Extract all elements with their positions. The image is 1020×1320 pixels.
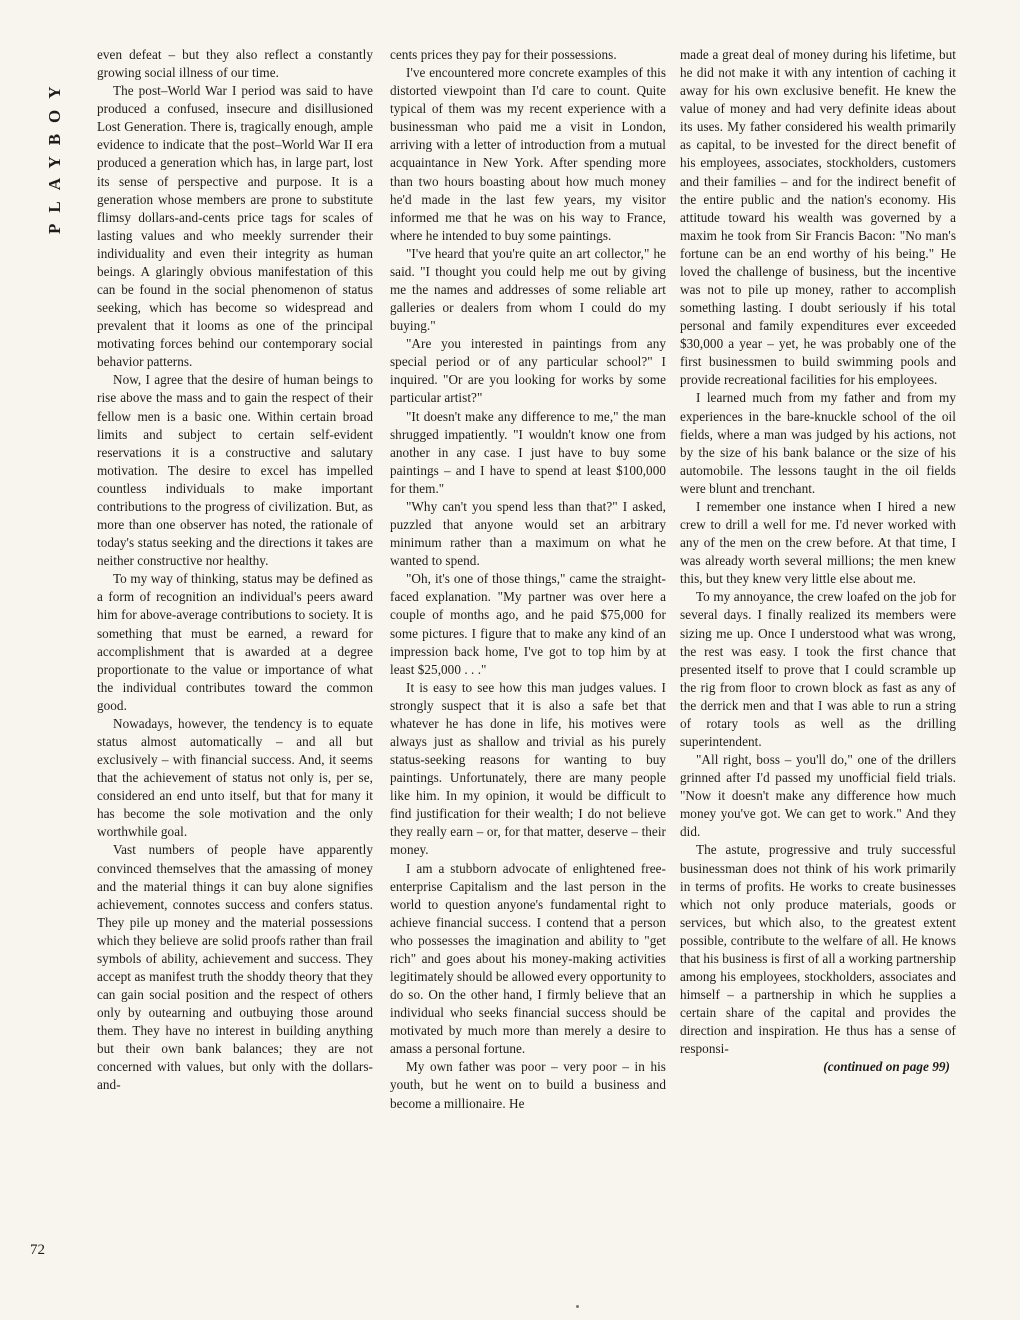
paragraph: I learned much from my father and from my experiences in the bare-knuckle school of the oil fields, where a man was judged by his actions, not by the size of his bank balance or the size of his automobile. The lessons taught in the oil fields were blunt and trenchant. bbox=[680, 390, 956, 496]
paragraph: To my annoyance, the crew loafed on the job for several days. I finally realized its members were sizing me up. Once I understood what was wrong, the rest was easy. I took the first chance that presented itself to prove that I could scramble up the rig from floor to crown block as fast as any of the derrick men and that I was able to run a string of rotary tools as well as the drilling superintendent. bbox=[680, 589, 956, 749]
paragraph: Nowadays, however, the tendency is to equate status almost automatically – and all but exclusively – with financial success. And, it seems that the achievement of status not only is, per se, considered an end unto itself, but that for many it has become the sole motivation and the only worthwhile goal. bbox=[97, 715, 373, 840]
magazine-name: PLAYBOY bbox=[45, 75, 64, 234]
paragraph: My own father was poor – very poor – in his youth, but he went on to build a business and become a millionaire. He bbox=[390, 1059, 666, 1111]
page-number: 72 bbox=[30, 1242, 45, 1258]
continued-link[interactable]: (continued on page 99) bbox=[823, 1059, 950, 1075]
paragraph: The post–World War I period was said to have produced a confused, insecure and disillusioned Lost Generation. There is, tragically enough, ample evidence to indicate that the post–World War II era produced a generation which has, in large part, lost its sense of perspective and purpose. It is a generation whose members are prone to substitute flimsy dollars-and-cents price tags for scales of lasting values and who meekly surrender their individuality and even their integrity as human beings. A glaringly obvious manifestation of this can be found in the social phenomenon of status seeking, which has become so widespread and prevalent that it looms as one of the principal motivating forces behind our contemporary social behavior patterns. bbox=[97, 83, 373, 370]
magazine-name-vertical bbox=[34, 40, 74, 240]
paragraph: even defeat – but they also reflect a constantly growing social illness of our time. bbox=[97, 47, 373, 81]
paragraph: cents prices they pay for their possessions. bbox=[390, 47, 617, 62]
paragraph: I am a stubborn advocate of enlightened free-enterprise Capitalism and the last person in the world to question anyone's fundamental right to achieve financial success. I contend that a person who possesses the imagination and ability to "get rich" and goes about his money-making activities legitimately should be allowed every opportunity to do so. On the other hand, I firmly believe that an individual who seeks financial success should be motivated by much more than merely a desire to amass a personal fortune. bbox=[390, 860, 666, 1057]
paragraph: To my way of thinking, status may be defined as a form of recognition an individual's peers award him for above-average contributions to society. It is something that must be earned, a reward for accomplishment that is awarded at a degree proportionate to the value or importance of what the individual contributes toward the common good. bbox=[97, 571, 373, 713]
text-column-1 bbox=[97, 46, 373, 1095]
paragraph: "Why can't you spend less than that?" I asked, puzzled that anyone would set an arbitrary minimum rather than a maximum on what he wanted to spend. bbox=[390, 498, 666, 569]
paragraph: Vast numbers of people have apparently convinced themselves that the amassing of money and the material things it can buy alone signifies achievement, connotes success and confers status. They pile up money and the material possessions which they believe are solid proofs rather than frail symbols of ability, achievement and success. They accept as manifest truth the shoddy theory that they can gain social position and the respect of others only by outearning and outbuying those around them. They have no interest in building anything but their own bank balances; they are not concerned with values, but only with the dollars-and- bbox=[97, 842, 373, 1093]
paragraph: "Oh, it's one of those things," came the straight-faced explanation. "My partner was over here a couple of months ago, and he paid $75,000 for some pictures. I figure that to make any kind of an impression back home, I've got to top him by at least $25,000 . . ." bbox=[390, 571, 666, 677]
paragraph: "All right, boss – you'll do," one of the drillers grinned after I'd passed my unofficial field trials. "Now it doesn't make any difference how much money you've got. We can get to work." And they did. bbox=[680, 752, 956, 840]
page-dot-mark bbox=[576, 1305, 579, 1308]
text-column-3 bbox=[680, 46, 956, 1076]
paragraph: "Are you interested in paintings from any special period or of any particular school?" I inquired. "Or are you looking for works by some particular artist?" bbox=[390, 336, 666, 406]
paragraph: made a great deal of money during his lifetime, but he did not make it with any intention of caching it away for his own exclusive benefit. He knew the value of money and had very definite ideas about its uses. My father considered his wealth primarily as capital, to be invested for the direct benefit of his employees, associates, stockholders, customers and their families – and for the indirect benefit of the entire public and the nation's economy. His attitude toward his wealth was governed by a maxim he took from Sir Francis Bacon: "No man's fortune can be an end worthy of his being." He loved the challenge of business, but the incentive was not to pile up money, rather to accomplish something lasting. I doubt seriously if his total personal and family expenditures ever exceeded $30,000 a year – yet, he was probably one of the first businessmen to build swimming pools and provide recreational facilities for his employees. bbox=[680, 47, 956, 388]
paragraph: I remember one instance when I hired a new crew to drill a well for me. I'd never worked with any of the men on the crew before. At that time, I was already worth several millions; the men knew this, but they knew very little else about me. bbox=[680, 498, 956, 587]
paragraph: It is easy to see how this man judges values. I strongly suspect that it is also a safe bet that whatever he has done in life, his motives were always just as shallow and trivial as his purely status-seeking reasons for wanting to buy paintings. Unfortunately, there are many people like him. In my opinion, it would be difficult to find justification for their wealth; I do not believe they really earn – or, for that matter, deserve – their money. bbox=[390, 679, 666, 858]
text-column-2 bbox=[390, 46, 666, 1113]
paragraph: The astute, progressive and truly successful businessman does not think of his work primarily in terms of profits. He works to create businesses which not only produce materials, goods or services, but which also, to the greatest extent possible, contribute to the welfare of all. He knows that his business is first of all a working partnership among his employees, stockholders, associates and himself – a partnership in which he supplies a certain share of the capital and provides the direction and inspiration. He thus has a sense of responsi- bbox=[680, 842, 956, 1057]
paragraph: "I've heard that you're quite an art collector," he said. "I thought you could help me out by giving me the names and addresses of some reliable art galleries or dealers from whom I could do my buying." bbox=[390, 245, 666, 334]
paragraph: Now, I agree that the desire of human beings to rise above the mass and to gain the respect of their fellow men is a basic one. Within certain broad limits and subject to certain self-evident reservations it is a constructive and salutary motivation. The desire to excel has impelled countless individuals to make important contributions to the progress of civilization. But, as more than one observer has noted, the rationale of today's status seeking and the directions it takes are neither constructive nor healthy. bbox=[97, 372, 373, 569]
paragraph: I've encountered more concrete examples of this distorted viewpoint than I'd care to count. Quite typical of them was my recent experience with a businessman who paid me a visit in London, arriving with a letter of introduction from a mutual acquaintance in New York. After spending more than two hours boasting about how much money he'd made in the last few years, my visitor informed me that he was on his way to France, where he intended to buy some paintings. bbox=[390, 65, 666, 243]
paragraph: "It doesn't make any difference to me," the man shrugged impatiently. "I wouldn't know one from another in any case. I just have to buy some paintings – and I have to spend at least $100,000 for them." bbox=[390, 408, 666, 496]
